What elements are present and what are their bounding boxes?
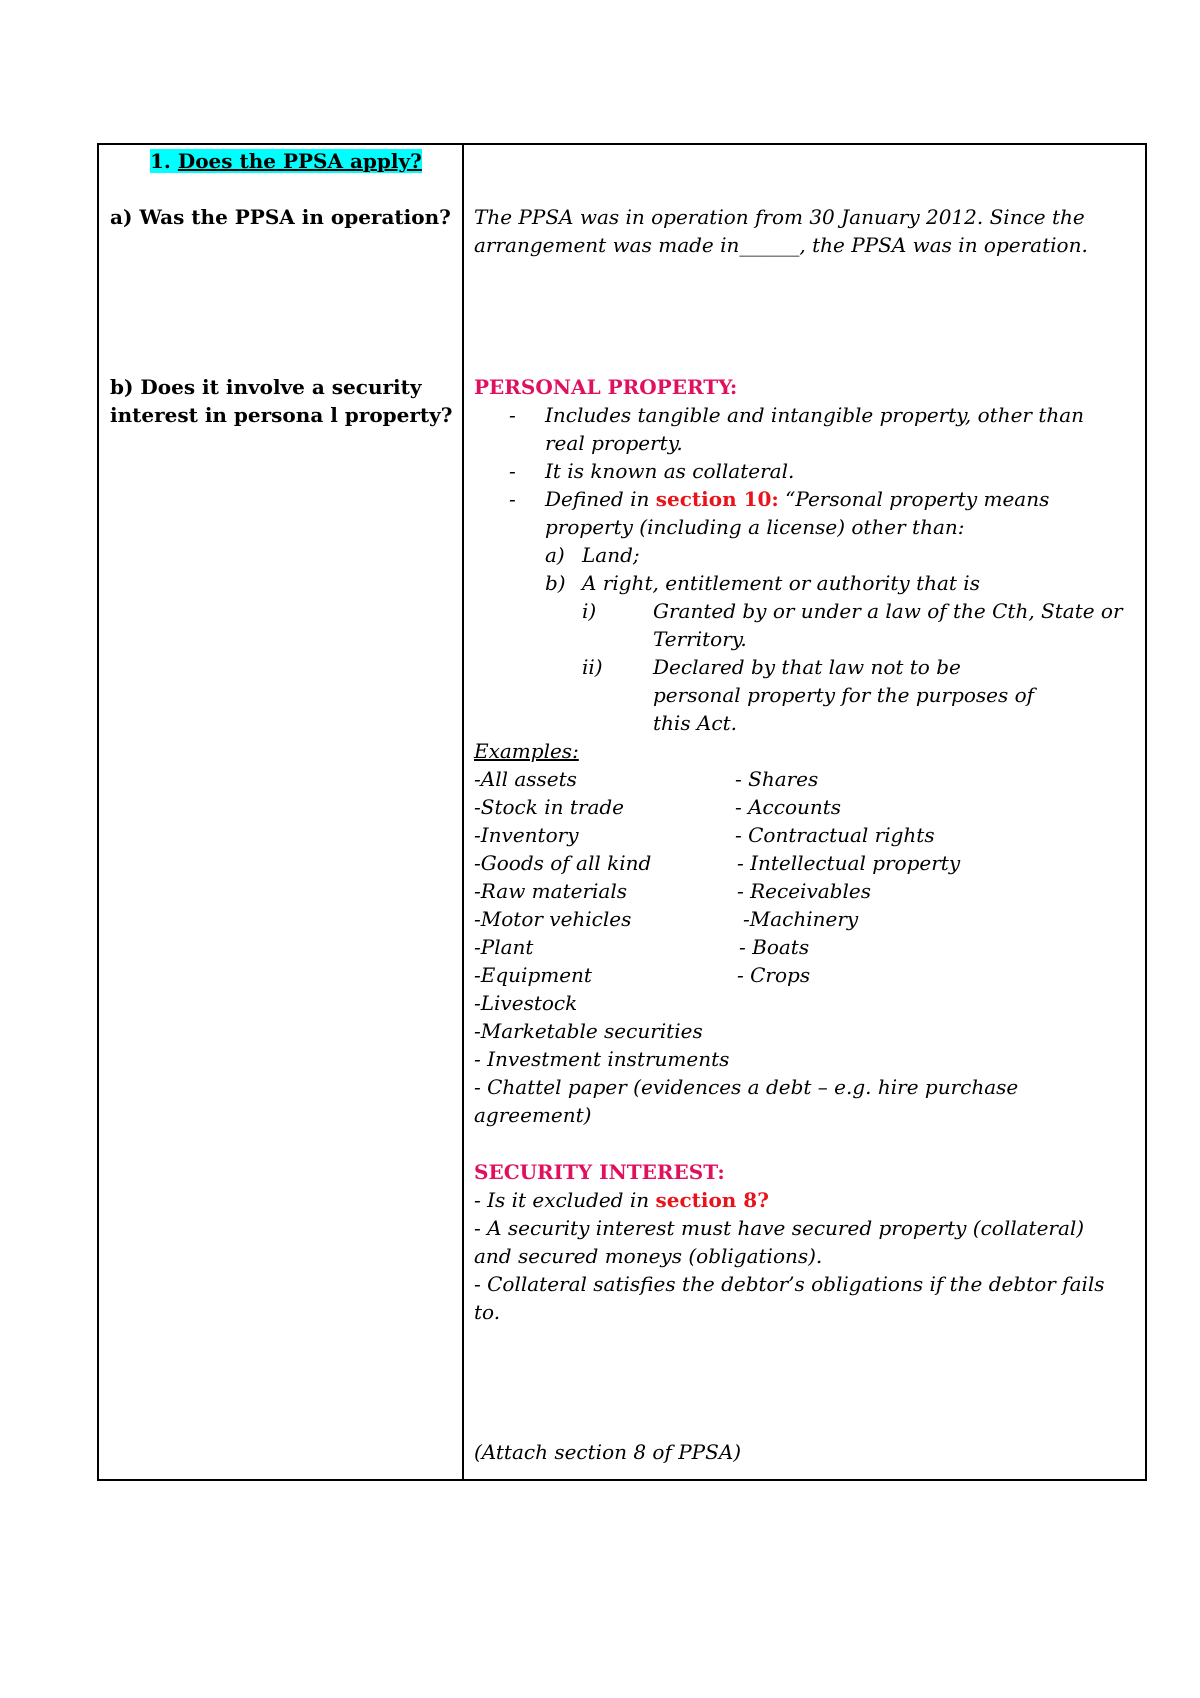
sub-i-line-2: Territory.: [653, 627, 747, 651]
sub-i-marker: i): [582, 599, 597, 623]
question-a-marker: a): [110, 205, 133, 229]
bullet-2: It is known as collateral.: [545, 459, 795, 483]
example-left: -Raw materials: [474, 879, 627, 903]
example-left: -Livestock: [474, 991, 578, 1015]
question-a: [110, 203, 451, 231]
sub-ii-line-3: this Act.: [653, 711, 737, 735]
sub-a-text: Land;: [582, 543, 640, 567]
security-interest-line-4: - Collateral satisfies the debtor’s obligations if the debtor fails: [474, 1272, 1105, 1296]
security-interest-line-3: and secured moneys (obligations).: [474, 1244, 823, 1268]
sub-b-marker: b): [545, 571, 566, 595]
example-left: -Marketable securities: [474, 1019, 703, 1043]
example-left: -Plant: [474, 935, 534, 959]
bullet-dash: -: [509, 403, 516, 427]
section-heading-text: Does the PPSA apply?: [177, 149, 422, 173]
sub-a-marker: a): [545, 543, 565, 567]
example-left: -All assets: [474, 767, 577, 791]
bullet-3-line-1: [545, 485, 1049, 513]
example-left: -Goods of all kind: [474, 851, 652, 875]
example-left: -Inventory: [474, 823, 579, 847]
section-heading-number: 1.: [150, 149, 171, 173]
section-8-ref: section 8?: [655, 1188, 769, 1212]
attach-note: (Attach section 8 of PPSA): [474, 1440, 742, 1464]
question-b-marker: b): [110, 375, 134, 399]
example-right: - Receivables: [737, 879, 871, 903]
section-heading: [150, 147, 422, 175]
si-line-1-prefix: - Is it excluded in: [474, 1188, 656, 1212]
sub-ii-line-1: Declared by that law not to be: [653, 655, 961, 679]
security-interest-line-5: to.: [474, 1300, 501, 1324]
example-left: -Motor vehicles: [474, 907, 632, 931]
example-right: - Boats: [739, 935, 810, 959]
example-left: - Chattel paper (evidences a debt – e.g. hire purchase: [474, 1075, 1019, 1099]
question-b-text-1: Does it involve a security: [140, 375, 422, 399]
sub-ii-marker: ii): [582, 655, 603, 679]
example-right: - Shares: [735, 767, 819, 791]
bullet-3-line-2: property (including a license) other than:: [545, 515, 965, 539]
example-right: - Intellectual property: [737, 851, 961, 875]
question-b-line2: interest in persona l property?: [110, 403, 453, 427]
example-right: -Machinery: [743, 907, 859, 931]
section-10-ref: section 10:: [655, 487, 779, 511]
example-left: -Stock in trade: [474, 795, 625, 819]
bullet-3-prefix: Defined in: [545, 487, 656, 511]
personal-property-heading: PERSONAL PROPERTY:: [474, 375, 738, 399]
question-b-line1: [110, 373, 421, 401]
operation-line-1: The PPSA was in operation from 30 January 2012. Since the: [474, 205, 1085, 229]
bullet-1-line-1: Includes tangible and intangible property, other than: [545, 403, 1085, 427]
examples-label: Examples:: [474, 739, 579, 763]
security-interest-line-1: [474, 1186, 769, 1214]
security-interest-line-2: - A security interest must have secured property (collateral): [474, 1216, 1085, 1240]
example-right: - Accounts: [735, 795, 842, 819]
sub-b-text: A right, entitlement or authority that is: [582, 571, 980, 595]
operation-line-2: arrangement was made in______, the PPSA was in operation.: [474, 233, 1088, 257]
column-divider: [462, 145, 464, 1479]
example-right: - Contractual rights: [735, 823, 935, 847]
sub-ii-line-2: personal property for the purposes of: [653, 683, 1035, 707]
sub-i-line-1: Granted by or under a law of the Cth, State or: [653, 599, 1123, 623]
bullet-dash: -: [509, 487, 516, 511]
example-right: - Crops: [737, 963, 811, 987]
bullet-dash: -: [509, 459, 516, 483]
question-a-text: Was the PPSA in operation?: [139, 205, 451, 229]
security-interest-heading: SECURITY INTEREST:: [474, 1160, 725, 1184]
example-left: agreement): [474, 1103, 592, 1127]
bullet-3-suffix: “Personal property means: [778, 487, 1050, 511]
example-left: - Investment instruments: [474, 1047, 730, 1071]
bullet-1-line-2: real property.: [545, 431, 683, 455]
example-left: -Equipment: [474, 963, 592, 987]
